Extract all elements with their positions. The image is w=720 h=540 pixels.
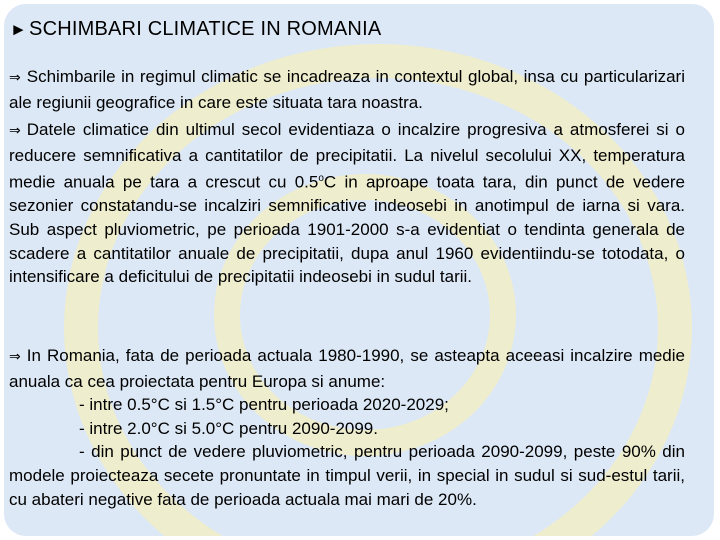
- paragraph-3-intro: [9, 344, 685, 393]
- paragraph-projections: [9, 344, 685, 511]
- implies-arrow-icon: ⇒: [9, 123, 21, 139]
- projection-item-2020: - intre 0.5°C si 1.5°C pentru perioada 2020-2029;: [79, 395, 449, 415]
- page-title: [10, 18, 381, 41]
- pluviometric-item-start: - din punct de vedere pluviometric, pentru perioada 2090-2099,: [79, 442, 568, 462]
- projection-item-2090: - intre 2.0°C si 5.0°C pentru 2090-2099.: [79, 418, 378, 438]
- paragraph-2-text-b: C in aproape toata tara, din punct de vedere sezonier constatandu-se incalziri semnificative indeosebi in anotimpul de iarna si vara. Sub aspect pluviometric, pe perioada 1901-2000 s-a evidentiat o tendinta generala de scadere a cantitatilor anuale de precipitatii, dupa anul 1960 evidentiindu-se totodata, o intensificare a deficitului de precipitatii indeosebi in sudul tarii.: [9, 172, 686, 287]
- paragraph-1-text: Schimbarile in regimul climatic se incadreaza in contextul global, insa cu particularizari ale regiunii geografice in care este situata tara noastra.: [9, 67, 685, 112]
- implies-arrow-icon: ⇒: [9, 70, 21, 86]
- triangle-bullet-icon: ►: [10, 20, 28, 39]
- paragraph-3-intro-text: In Romania, fata de perioada actuala 1980-1990, se asteapta aceeasi incalzire medie anuala ca cea proiectata pentru Europa si anume:: [9, 346, 685, 391]
- degree-superscript: o: [318, 173, 324, 185]
- paragraph-global-context: [9, 65, 685, 114]
- paragraph-2-text-a: Datele climatice din ultimul secol evidentiaza o incalzire progresiva a atmosferei si o reducere semnificativa a cantitatilor de precipitatii. La nivelul secolului XX, temperatura medie anuala pe tara a crescut cu 0.5: [9, 120, 685, 192]
- projection-item-pluviometric: [9, 440, 685, 511]
- implies-arrow-icon: ⇒: [9, 349, 21, 365]
- pluviometric-item-rest: peste 90% din modele proiecteaza secete pronuntate in timpul verii, in special in sudul si sud-estul tarii, cu abateri negative fata de perioada actuala mai mari de 20%.: [9, 442, 685, 509]
- page-title-text: SCHIMBARI CLIMATICE IN ROMANIA: [29, 18, 382, 40]
- paragraph-climate-data: [9, 118, 685, 289]
